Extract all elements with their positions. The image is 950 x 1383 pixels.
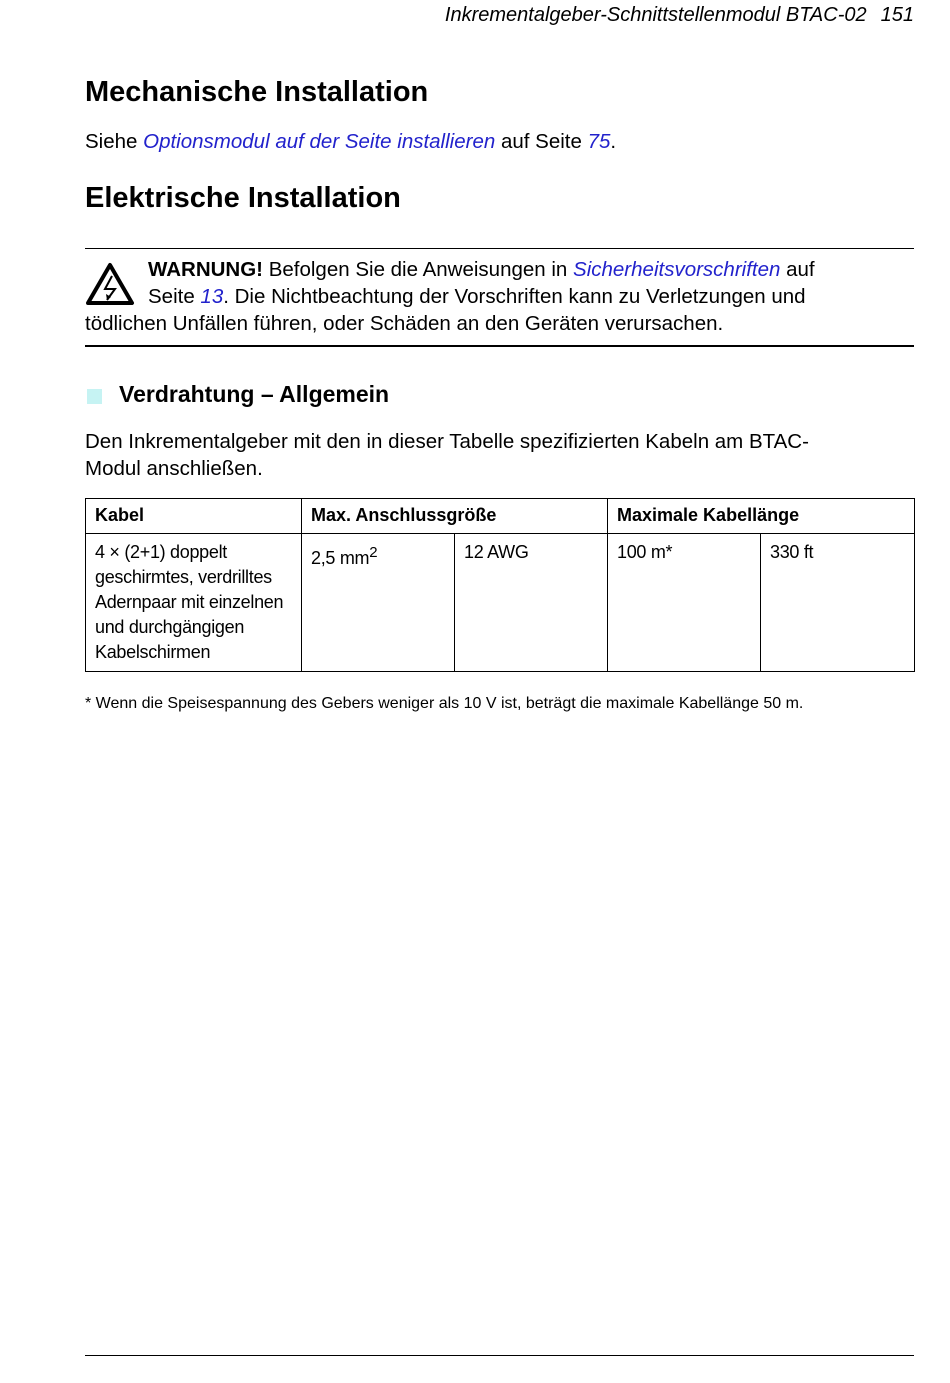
table-footnote: * Wenn die Speisespannung des Gebers weniger als 10 V ist, beträgt die maximale Kabellänge 50 m.	[85, 695, 804, 712]
size-metric-value: 2,5 mm	[311, 548, 370, 568]
footer-rule	[85, 1355, 914, 1356]
table-row	[86, 534, 915, 672]
header-title: Inkrementalgeber-Schnittstellenmodul BTAC-02	[444, 4, 867, 26]
cable-line: 4 × (2+1) doppelt	[95, 542, 228, 562]
warning-text-part: Befolgen Sie die Anweisungen in	[263, 258, 574, 281]
mechanical-text-middle: auf Seite	[495, 130, 588, 153]
cable-line: Adernpaar mit einzelnen	[95, 592, 284, 612]
cable-line: und durchgängigen	[95, 617, 245, 637]
page-header	[445, 4, 914, 27]
warning-bottom-rule	[85, 345, 914, 347]
warning-line-2	[85, 283, 885, 310]
header-cable: Kabel	[86, 499, 302, 534]
heading-wiring-general: Verdrahtung – Allgemein	[119, 381, 390, 407]
warning-line-1	[85, 256, 885, 283]
warning-text-part: auf	[780, 258, 815, 281]
warning-text-part: . Die Nichtbeachtung der Vorschriften kann zu Verletzungen und	[223, 285, 806, 308]
mechanical-installation-text	[85, 128, 616, 155]
wiring-intro-line-2: Modul anschließen.	[85, 457, 263, 480]
cell-length-imperial: 330 ft	[761, 534, 915, 672]
page-75-link[interactable]: 75	[587, 130, 611, 153]
warning-top-rule	[85, 248, 914, 249]
mechanical-text-end: .	[610, 130, 617, 153]
warning-text-part: Seite	[148, 285, 201, 308]
wiring-intro	[85, 428, 914, 482]
mechanical-text-before: Siehe	[85, 130, 144, 153]
wiring-intro-line-1: Den Inkrementalgeber mit den in dieser Tabelle spezifizierten Kabeln am BTAC-	[85, 430, 809, 453]
section-bullet	[87, 389, 102, 404]
warning-label: WARNUNG!	[148, 258, 264, 281]
page-13-link[interactable]: 13	[200, 285, 224, 308]
warning-line-3: tödlichen Unfällen führen, oder Schäden an den Geräten verursachen.	[85, 312, 724, 335]
heading-mechanical-installation: Mechanische Installation	[85, 76, 429, 108]
heading-electrical-installation: Elektrische Installation	[85, 182, 401, 214]
cable-spec-table	[85, 498, 915, 672]
cell-size-metric	[302, 534, 455, 672]
size-metric-exponent: 2	[369, 544, 378, 561]
warning-text	[85, 256, 885, 337]
sicherheitsvorschriften-link[interactable]: Sicherheitsvorschriften	[573, 258, 781, 281]
table-header-row	[86, 499, 915, 534]
cell-cable	[86, 534, 302, 672]
page-number: 151	[880, 4, 914, 26]
cable-line: geschirmtes, verdrilltes	[95, 567, 272, 587]
optionsmodul-link[interactable]: Optionsmodul auf der Seite installieren	[143, 130, 496, 153]
header-max-length: Maximale Kabellänge	[608, 499, 915, 534]
cell-length-metric: 100 m*	[608, 534, 761, 672]
header-max-size: Max. Anschlussgröße	[302, 499, 608, 534]
cell-size-awg: 12 AWG	[455, 534, 608, 672]
cable-line: Kabelschirmen	[95, 642, 211, 662]
